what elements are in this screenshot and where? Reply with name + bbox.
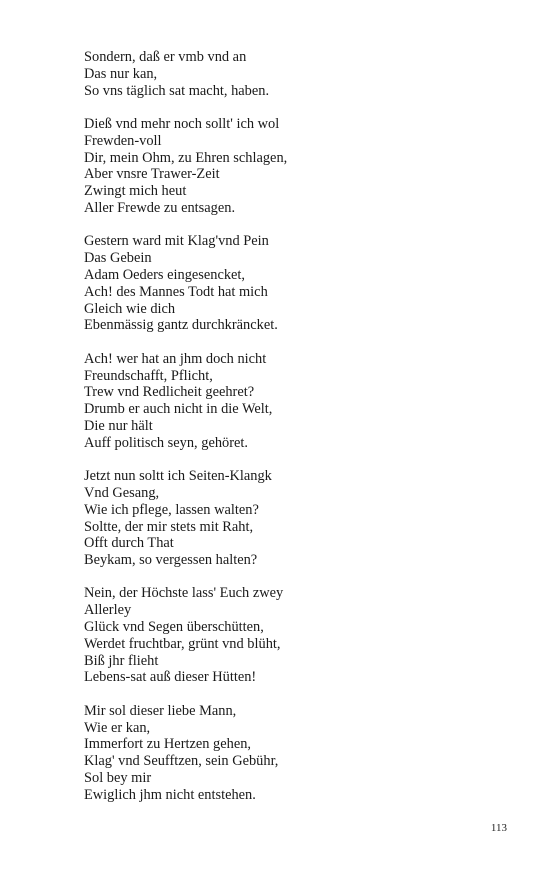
stanza-3	[84, 233, 514, 334]
poem-line: Freundschafft, Pflicht,	[84, 367, 213, 384]
poem-line: Frewden-voll	[84, 132, 162, 149]
poem-line: Lebens-sat auß dieser Hütten!	[84, 669, 257, 686]
poem-line: Auff politisch seyn, gehöret.	[84, 434, 248, 451]
stanza-7	[84, 703, 514, 804]
poem-line: Ebenmässig gantz durchkräncket.	[84, 317, 278, 334]
poem-line: Mir sol dieser liebe Mann,	[84, 702, 237, 719]
poem-line: Allerley	[84, 602, 132, 619]
poem-line: Ewiglich jhm nicht entstehen.	[84, 786, 256, 803]
stanza-4	[84, 351, 514, 452]
poem-line: Klag' vnd Seufftzen, sein Gebühr,	[84, 753, 279, 770]
poem-line: Das nur kan,	[84, 65, 158, 82]
poem-line: Aller Frewde zu entsagen.	[84, 199, 236, 216]
poem-line: Immerfort zu Hertzen gehen,	[84, 736, 252, 753]
poem-line: Werdet fruchtbar, grünt vnd blüht,	[84, 635, 281, 652]
poem-text	[84, 49, 514, 820]
page-number: 113	[490, 822, 507, 834]
poem-line: Wie er kan,	[84, 719, 151, 736]
poem-line: Ach! wer hat an jhm doch nicht	[84, 350, 267, 367]
poem-line: So vns täglich sat macht, haben.	[84, 82, 270, 99]
poem-line: Dieß vnd mehr noch sollt' ich wol	[84, 115, 280, 132]
stanza-1	[84, 49, 514, 99]
poem-line: Zwingt mich heut	[84, 183, 187, 200]
poem-line: Beykam, so vergessen halten?	[84, 552, 258, 569]
poem-line: Ach! des Mannes Todt hat mich	[84, 283, 268, 300]
poem-line: Nein, der Höchste lass' Euch zwey	[84, 585, 284, 602]
poem-line: Das Gebein	[84, 250, 152, 267]
poem-line: Die nur hält	[84, 417, 153, 434]
stanza-5	[84, 468, 514, 569]
poem-line: Dir, mein Ohm, zu Ehren schlagen,	[84, 149, 288, 166]
poem-line: Sol bey mir	[84, 770, 152, 787]
stanza-6	[84, 585, 514, 686]
poem-line: Trew vnd Redlicheit geehret?	[84, 384, 255, 401]
poem-line: Sondern, daß er vmb vnd an	[84, 49, 247, 65]
poem-line: Jetzt nun soltt ich Seiten-Klangk	[84, 468, 272, 485]
poem-line: Gestern ward mit Klag'vnd Pein	[84, 233, 269, 250]
poem-line: Drumb er auch nicht in die Welt,	[84, 401, 273, 418]
poem-line: Glück vnd Segen überschütten,	[84, 619, 264, 636]
poem-line: Aber vnsre Trawer-Zeit	[84, 166, 220, 183]
poem-line: Soltte, der mir stets mit Raht,	[84, 518, 254, 535]
poem-line: Gleich wie dich	[84, 300, 176, 317]
poem-line: Offt durch That	[84, 535, 174, 552]
poem-line: Wie ich pflege, lassen walten?	[84, 501, 259, 518]
poem-line: Adam Oeders eingesencket,	[84, 266, 246, 283]
stanza-2	[84, 116, 514, 217]
poem-line: Biß jhr flieht	[84, 652, 159, 669]
poem-line: Vnd Gesang,	[84, 484, 160, 501]
